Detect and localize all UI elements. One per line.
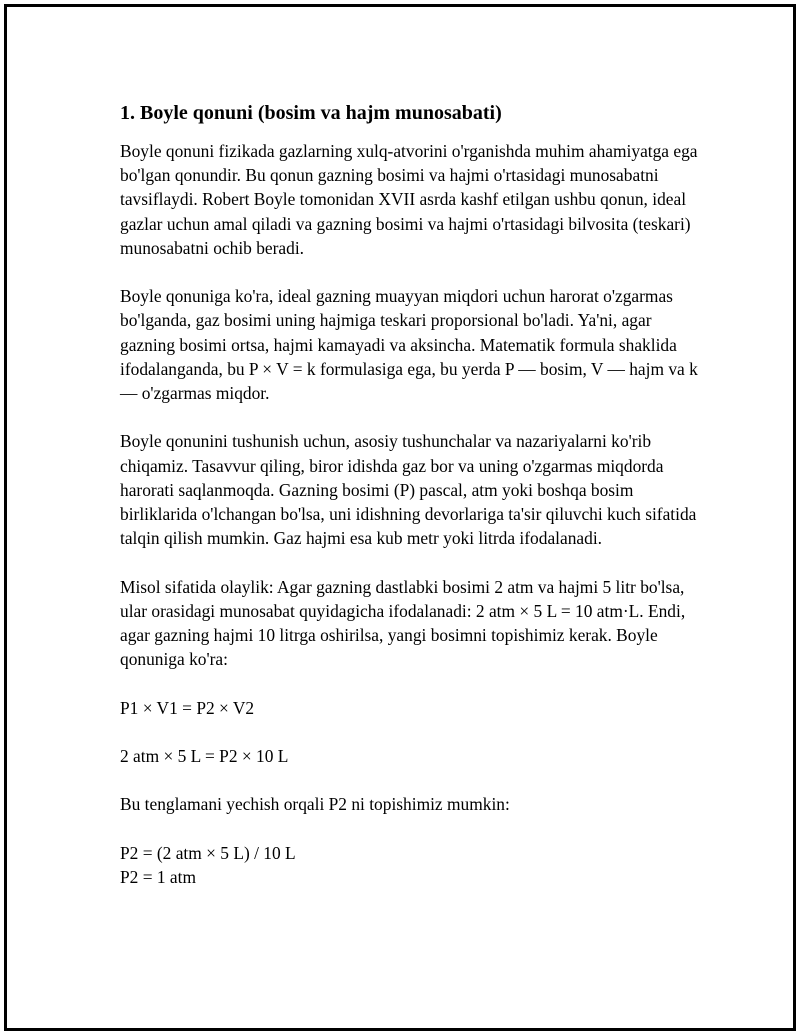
- solution-line-2: P2 = 1 atm: [120, 866, 196, 887]
- equation-substituted: 2 atm × 5 L = P2 × 10 L: [120, 746, 289, 766]
- page-frame: [4, 4, 796, 1031]
- document-body: [120, 99, 710, 913]
- paragraph-law-statement: Boyle qonuniga ko'ra, ideal gazning muayyan miqdori uchun harorat o'zgarmas bo'lganda, gaz bosimi uning hajmiga teskari proporsional bo'ladi. Ya'ni, agar gazning bosimi ortsa, hajmi kamayadi va aksincha. Matematik formula shaklida ifodalanganda, bu P × V = k formulasiga ega, bu yerda P — bosim, V — hajm va k — o'zgarmas miqdor.: [120, 286, 698, 404]
- paragraph-solve: Bu tenglamani yechish orqali P2 ni topishimiz mumkin:: [120, 794, 510, 815]
- paragraph-concepts: Boyle qonunini tushunish uchun, asosiy tushunchalar va nazariyalarni ko'rib chiqamiz. Tasavvur qiling, biror idishda gaz bor va uning o'zgarmas miqdorda harorati saqlanmoqda. Gazning bosimi (P) pascal, atm yoki boshqa bosim birliklarida o'lchangan bo'lsa, uni idishning devorlariga ta'sir qiluvchi kuch sifatida talqin qilish mumkin. Gaz hajmi esa kub metr yoki litrda ifodalanadi.: [120, 431, 697, 549]
- paragraph-example: Misol sifatida olaylik: Agar gazning dastlabki bosimi 2 atm va hajmi 5 litr bo'lsa, ular orasidagi munosabat quyidagicha ifodalanadi: 2 atm × 5 L = 10 atm·L. Endi, agar gazning hajmi 10 litrga oshirilsa, yangi bosimni topishimiz kerak. Boyle qonuniga ko'ra:: [120, 576, 686, 670]
- paragraph-intro: Boyle qonuni fizikada gazlarning xulq-atvorini o'rganishda muhim ahamiyatga ega bo'lgan qonundir. Bu qonun gazning bosimi va hajmi o'rtasidagi munosabatni tavsiflaydi. Robert Boyle tomonidan XVII asrda kashf etilgan ushbu qonun, ideal gazlar uchun amal qiladi va gazning bosimi va hajmi o'rtasidagi bilvosita (teskari) munosabatni ochib beradi.: [120, 141, 698, 258]
- solution-line-1: P2 = (2 atm × 5 L) / 10 L: [120, 842, 296, 863]
- section-heading: 1. Boyle qonuni (bosim va hajm munosabati): [120, 102, 502, 124]
- equation-general: P1 × V1 = P2 × V2: [120, 697, 255, 718]
- solution-block: [120, 841, 710, 889]
